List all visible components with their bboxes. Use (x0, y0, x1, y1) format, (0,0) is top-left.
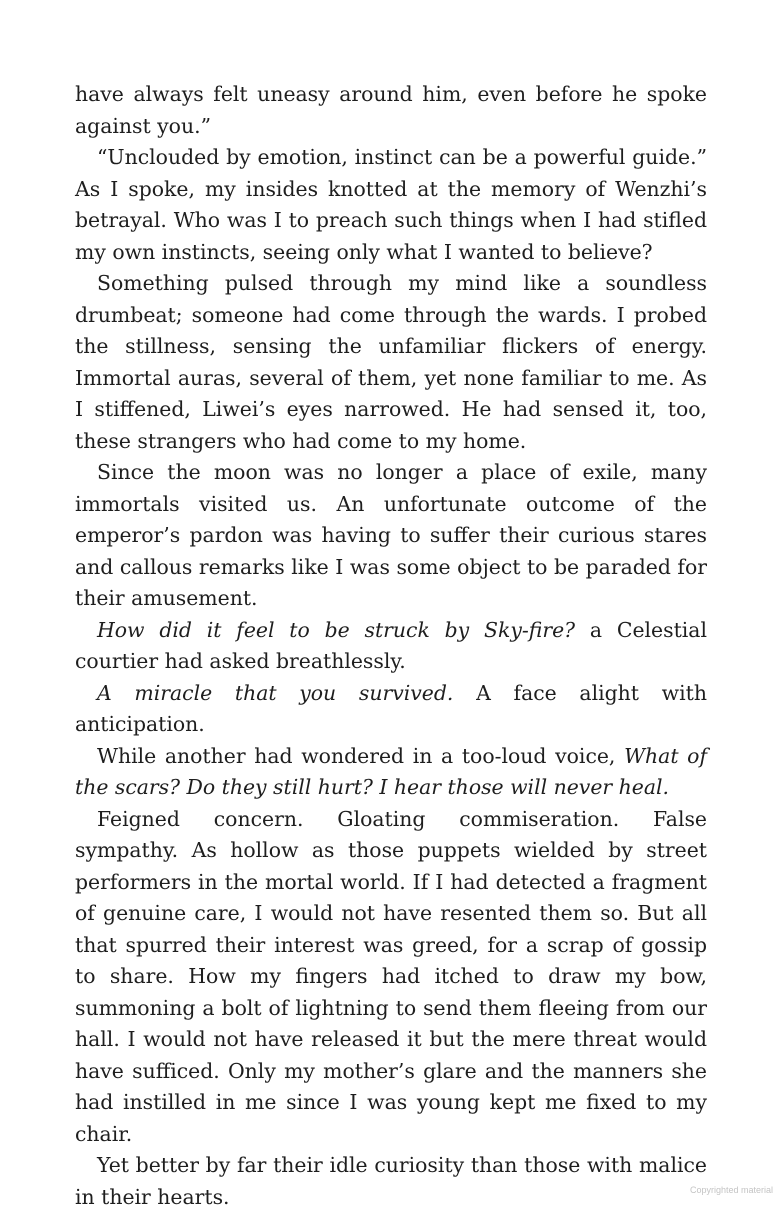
paragraph-text: have always felt uneasy around him, even before he spoke against you.” (75, 82, 707, 138)
paragraph-9 (75, 1150, 707, 1213)
paragraph-text: Yet better by far their idle curiosity than those with malice in their hearts. (75, 1153, 707, 1209)
italic-thought: How did it feel to be struck by Sky-fire? (97, 617, 576, 642)
paragraph-text: A face alight with anticipation. (75, 680, 707, 736)
italic-thought: A miracle that you survived. (97, 680, 454, 705)
paragraph-5 (75, 615, 707, 678)
paragraph-text: While another had wondered in a too-loud voice, (97, 743, 625, 768)
paragraph-text: “Unclouded by emotion, instinct can be a powerful guide.” As I spoke, my insides knotted at the memory of Wenzhi’s betrayal. Who was I to preach such things when I had stifled my own instincts, seeing only what I wanted to believe? (75, 145, 707, 264)
paragraph-7 (75, 741, 707, 804)
paragraph-6 (75, 678, 707, 741)
paragraph-text: Since the moon was no longer a place of exile, many immortals visited us. An unfortunate outcome of the emperor’s pardon was having to suffer their curious stares and callous remarks like I was some object to be paraded for their amusement. (75, 460, 707, 610)
paragraph-text: Something pulsed through my mind like a soundless drumbeat; someone had come through the wards. I probed the stillness, sensing the unfamiliar flickers of energy. Immortal auras, several of them, yet none familiar to me. As I stiffened, Liwei’s eyes narrowed. He had sensed it, too, these strangers who had come to my home. (75, 271, 707, 453)
paragraph-3 (75, 268, 707, 457)
paragraph-2 (75, 142, 707, 268)
paragraph-text: Feigned concern. Gloating commiseration. False sympathy. As hollow as those puppets wielded by street performers in the mortal world. If I had detected a fragment of genuine care, I would not have resented them so. But all that spurred their interest was greed, for a scrap of gossip to share. How my fingers had itched to draw my bow, summoning a bolt of lightning to send them fleeing from our hall. I would not have released it but the mere threat would have sufficed. Only my mother’s glare and the manners she had instilled in me since I was young kept me fixed to my chair. (75, 806, 707, 1146)
paragraph-8 (75, 804, 707, 1151)
copyright-watermark: Copyrighted material (689, 1185, 773, 1195)
italic-thought: What of the scars? Do they still hurt? I hear those will never heal. (75, 743, 707, 799)
paragraph-text: a Celestial courtier had asked breathlessly. (75, 617, 707, 673)
paragraph-1 (75, 79, 707, 142)
paragraph-4 (75, 457, 707, 615)
page-body (75, 79, 707, 1213)
